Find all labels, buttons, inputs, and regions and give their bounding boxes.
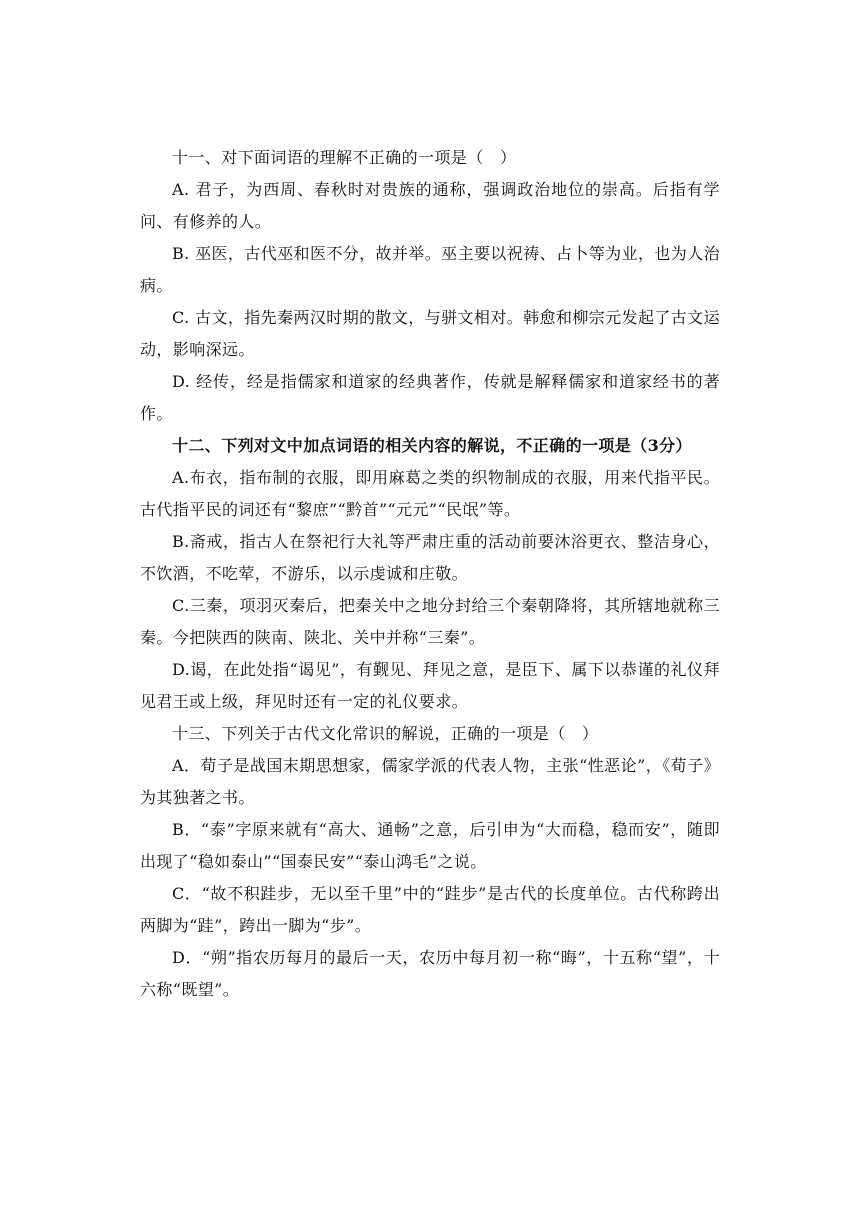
question-13 [140,718,720,1006]
question-12-option-d: D.谒，在此处指“谒见”，有觐见、拜见之意，是臣下、属下以恭谨的礼仪拜见君王或上级，拜见时还有一定的礼仪要求。 [140,660,720,711]
question-11-option-b: B. 巫医，古代巫和医不分，故并举。巫主要以祝祷、占卜等为业，也为人治病。 [140,244,720,295]
document-content [140,142,720,1006]
question-11-option-c: C. 古文，指先秦两汉时期的散文，与骈文相对。韩愈和柳宗元发起了古文运动，影响深远。 [140,308,720,359]
question-13-option-a: A．荀子是战国末期思想家，儒家学派的代表人物，主张“性恶论”，《荀子》为其独著之书。 [140,756,720,807]
question-12-heading: 十二、下列对文中加点词语的相关内容的解说，不正确的一项是（3分） [172,436,692,455]
question-12 [140,430,720,718]
question-13-option-b: B．“泰”字原来就有“高大、通畅”之意，后引申为“大而稳，稳而安”，随即出现了“稳如泰山”“国泰民安”“泰山鸿毛”之说。 [140,820,720,871]
question-11-heading: 十一、对下面词语的理解不正确的一项是（ ） [172,148,517,167]
question-11 [140,142,720,430]
question-11-option-a: A. 君子，为西周、春秋时对贵族的通称，强调政治地位的崇高。后指有学问、有修养的人。 [140,180,720,231]
question-13-option-d: D．“朔”指农历每月的最后一天，农历中每月初一称“晦”，十五称“望”，十六称“既望”。 [140,948,720,999]
question-12-option-b: B.斋戒，指古人在祭祀行大礼等严肃庄重的活动前要沐浴更衣、整洁身心，不饮酒，不吃荤，不游乐，以示虔诚和庄敬。 [140,532,720,583]
question-13-option-c: C．“故不积跬步，无以至千里”中的“跬步”是古代的长度单位。古代称跨出两脚为“跬”，跨出一脚为“步”。 [140,884,720,935]
question-12-option-a: A.布衣，指布制的衣服，即用麻葛之类的织物制成的衣服，用来代指平民。古代指平民的词还有“黎庶”“黔首”“元元”“民氓”等。 [140,468,720,519]
question-12-option-c: C.三秦，项羽灭秦后，把秦关中之地分封给三个秦朝降将，其所辖地就称三秦。今把陕西的陕南、陕北、关中并称“三秦”。 [140,596,720,647]
question-11-option-d: D. 经传，经是指儒家和道家的经典著作，传就是解释儒家和道家经书的著作。 [140,372,720,423]
question-13-heading: 十三、下列关于古代文化常识的解说，正确的一项是（ ） [172,724,599,743]
